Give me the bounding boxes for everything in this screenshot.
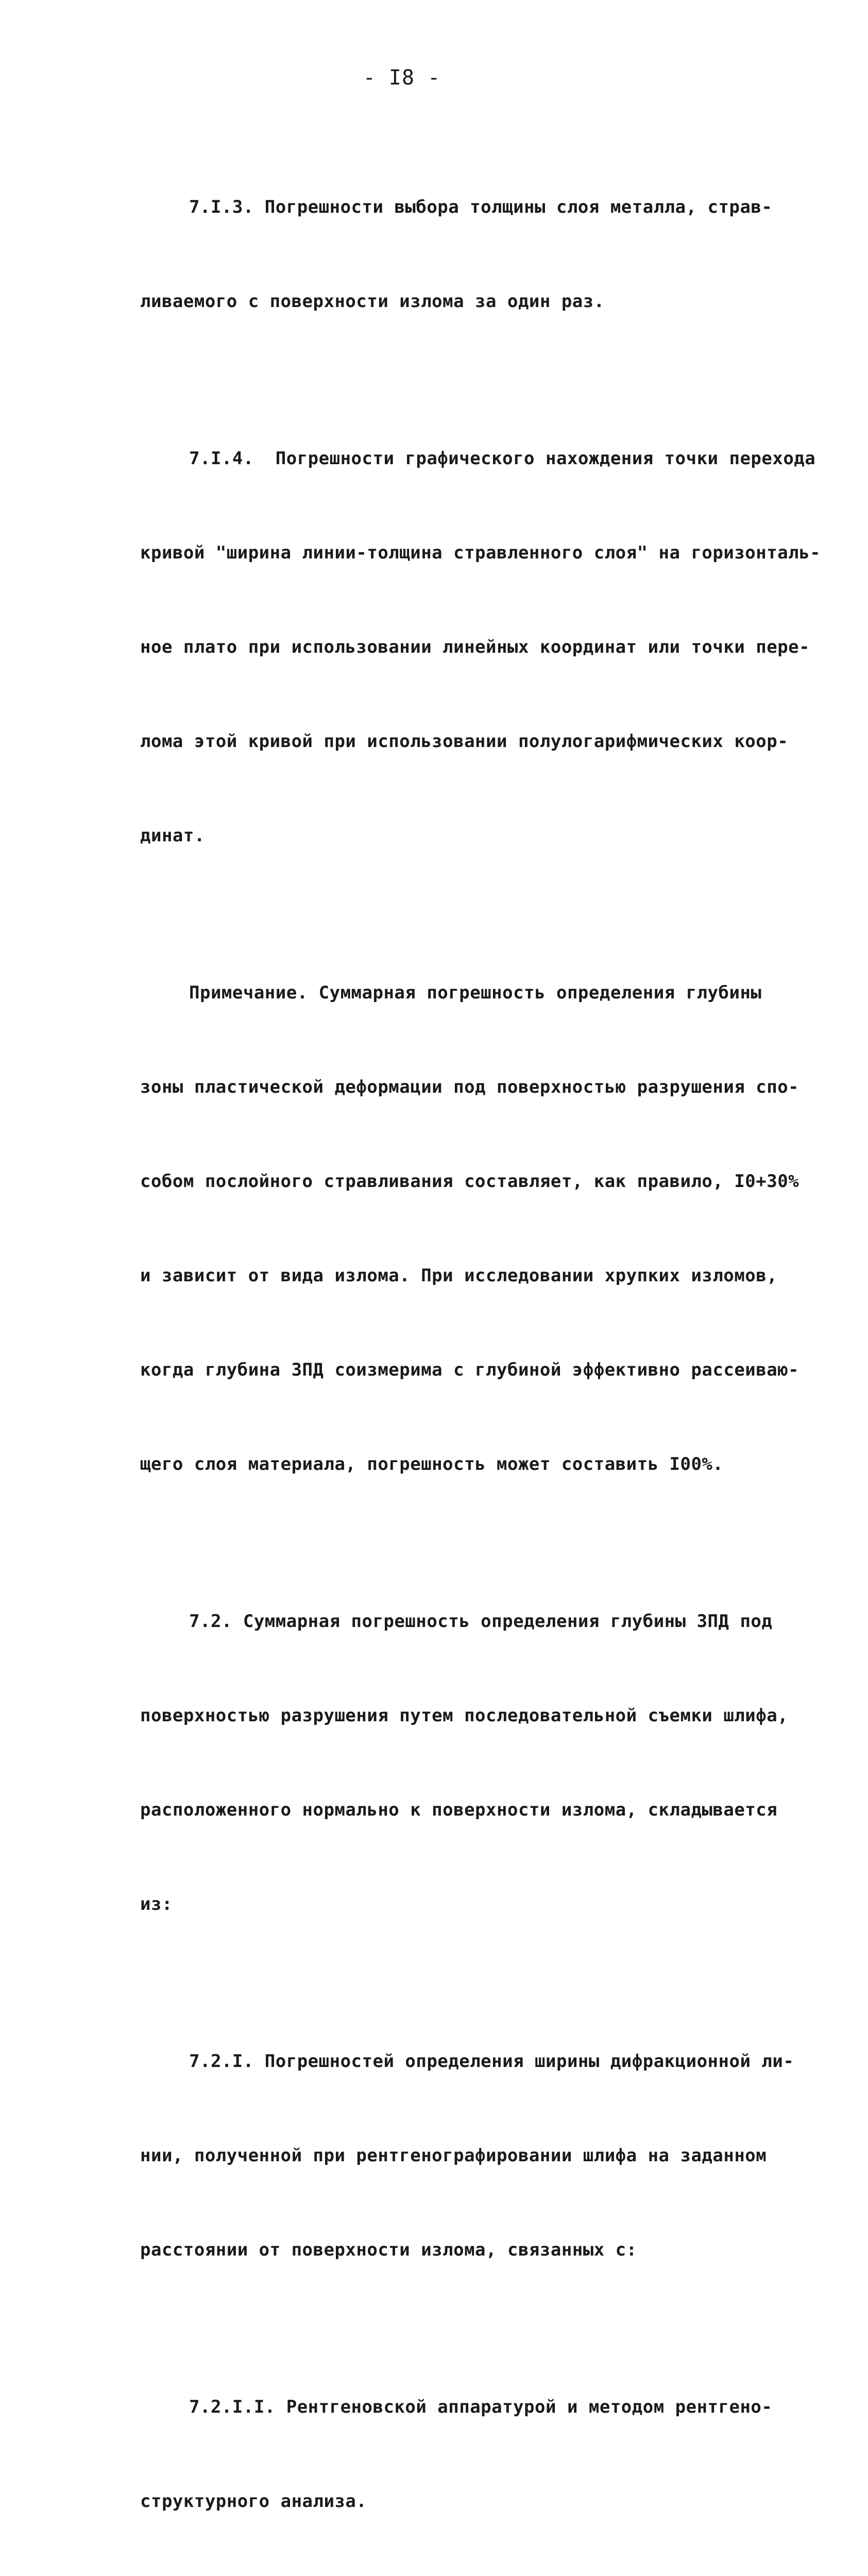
text-line: 7.2. Суммарная погрешность определения глубины ЗПД под bbox=[189, 1611, 773, 1632]
text-line: Примечание. Суммарная погрешность определения глубины bbox=[189, 982, 762, 1003]
text-line: 7.2.I. Погрешностей определения ширины дифракционной ли- bbox=[189, 2051, 794, 2072]
paragraph-7-2-1-1 bbox=[140, 2329, 773, 2576]
text-line: ное плато при использовании линейных координат или точки пере- bbox=[140, 637, 810, 657]
paragraph-7-1-3 bbox=[140, 129, 773, 380]
text-line: расстоянии от поверхности излома, связанных с: bbox=[140, 2240, 637, 2260]
text-line: зоны пластической деформации под поверхностью разрушения спо- bbox=[140, 1077, 799, 1097]
text-line: ливаемого с поверхности излома за один раз. bbox=[140, 291, 605, 312]
text-line: структурного анализа. bbox=[140, 2491, 367, 2512]
text-line: из: bbox=[140, 1894, 173, 1914]
page-number: - I8 - bbox=[363, 66, 441, 90]
text-line: и зависит от вида излома. При исследовании хрупких изломов, bbox=[140, 1265, 778, 1286]
paragraph-7-2-1 bbox=[140, 1983, 794, 2329]
text-line: щего слоя материала, погрешность может составить I00%. bbox=[140, 1454, 724, 1475]
text-line: нии, полученной при рентгенографировании шлифа на заданном bbox=[140, 2145, 767, 2166]
text-line: кривой "ширина линии-толщина стравленного слоя" на горизонталь- bbox=[140, 543, 821, 563]
text-line: расположенного нормально к поверхности излома, складывается bbox=[140, 1800, 778, 1820]
text-line: лома этой кривой при использовании полулогарифмических коор- bbox=[140, 731, 789, 752]
text-line: когда глубина ЗПД соизмерима с глубиной эффективно рассеиваю- bbox=[140, 1360, 799, 1380]
text-line: собом послойного стравливания составляет, как правило, I0+30% bbox=[140, 1171, 799, 1192]
document-body bbox=[140, 129, 821, 2576]
text-line: поверхностью разрушения путем последовательной съемки шлифа, bbox=[140, 1705, 789, 1726]
text-line: динат. bbox=[140, 825, 205, 846]
paragraph-note bbox=[140, 914, 799, 1543]
text-line: 7.I.4. Погрешности графического нахождения точки перехода bbox=[189, 448, 816, 469]
text-line: 7.I.3. Погрешности выбора толщины слоя металла, страв- bbox=[189, 197, 773, 217]
paragraph-7-1-4 bbox=[140, 380, 821, 914]
text-line: 7.2.I.I. Рентгеновской аппаратурой и методом рентгено- bbox=[189, 2397, 773, 2417]
paragraph-7-2 bbox=[140, 1543, 789, 1983]
